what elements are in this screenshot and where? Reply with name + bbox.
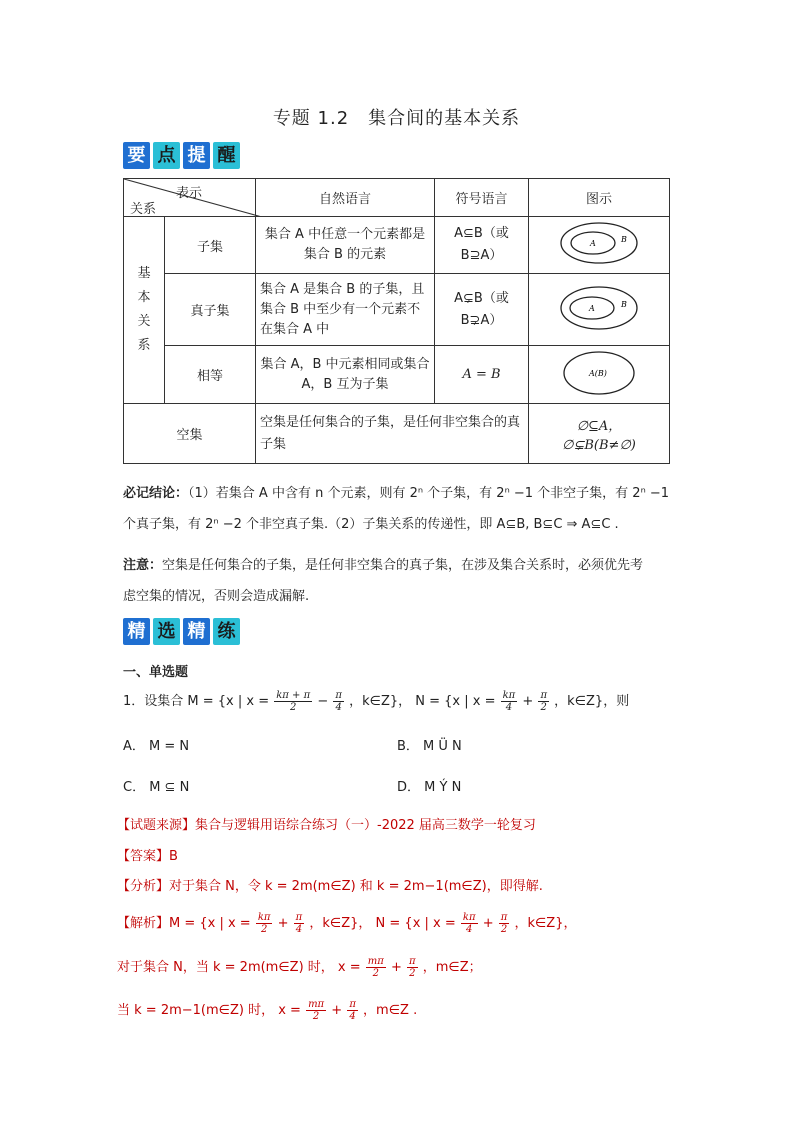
badge-char: 选 [153,618,180,645]
section-badge-key-points [123,142,240,169]
q-operator: + [522,694,534,709]
row-symbol: A = B [435,346,529,404]
note-paragraph [123,557,678,606]
sol-operator: + [277,916,289,931]
q-text: ，k∈Z}， N = {x | x = [349,694,496,709]
solution-line-1 [117,912,576,935]
fraction: $\frac{k\pi}{4}$ [462,912,476,935]
corner-bottom-label: 关系 [130,202,157,217]
fraction: $\frac{\pi}{2}$ [409,956,416,979]
note-line: 虑空集的情况，否则会造成漏解. [123,589,310,604]
row-natural: 集合 A 是集合 B 的子集，且集合 B 中至少有一个元素不在集合 A 中 [256,274,435,346]
venn-label-ab: A(B) [589,368,607,378]
header-natural: 自然语言 [256,179,435,217]
proper-subset-venn-diagram [559,285,639,331]
row-natural: 集合 A，B 中元素相同或集合 A，B 互为子集 [256,346,435,404]
note-label: 注意： [123,558,163,573]
q-text: 1．设集合 M = {x | x = [123,694,270,709]
fraction: $\frac{m\pi}{2}$ [367,956,384,979]
empty-set-name: 空集 [124,404,256,464]
badge-char: 要 [123,142,150,169]
conclusion-line: 个真子集，有 2ⁿ −2 个非空真子集.（2）子集关系的传递性，即 A⊆B, B⊆C ⇒ A⊆C . [123,517,619,532]
equal-sets-diagram [559,350,639,396]
venn-label-a: A [589,303,595,313]
corner-top-label: 表示 [176,186,203,201]
option-a: A． M = N [123,739,190,754]
empty-symbol-line: ∅⊆A， [576,418,622,434]
subset-venn-diagram [559,221,639,265]
question-source: 【试题来源】集合与逻辑用语综合练习（一）-2022 届高三数学一轮复习 [117,818,536,833]
fraction: $\frac{\pi}{4}$ [335,690,342,713]
row-diagram [529,274,670,346]
row-symbol: A⊆B（或B⊇A） [435,217,529,274]
fraction: $\frac{k\pi}{4}$ [502,690,516,713]
row-name: 真子集 [165,274,256,346]
note-line: 空集是任何集合的子集，是任何非空集合的真子集，在涉及集合关系时，必须优先考 [162,558,644,573]
venn-label-b: B [621,299,627,309]
relations-table [123,178,670,464]
fraction: $\frac{m\pi}{2}$ [308,999,325,1022]
q-operator: − [317,694,329,709]
fraction: $\frac{\pi}{4}$ [295,912,303,935]
sol-operator: + [482,916,494,931]
sol-text: ，k∈Z}， N = {x | x = [309,916,456,931]
option-c: C． M ⊆ N [123,780,190,795]
conclusion-label: 必记结论： [123,486,189,501]
sol-operator: + [331,1003,343,1018]
section-heading: 一、单选题 [123,665,189,680]
sol-text: 对于集合 N，当 k = 2m(m∈Z) 时， x = [117,960,361,975]
q-text: ，k∈Z}，则 [554,694,630,709]
row-diagram [529,346,670,404]
badge-char: 点 [153,142,180,169]
venn-label-b: B [621,235,627,244]
badge-char: 精 [123,618,150,645]
answer: 【答案】B [117,849,178,864]
badge-char: 提 [183,142,210,169]
sol-text: 当 k = 2m−1(m∈Z) 时， x = [117,1003,301,1018]
conclusion-line: （1）若集合 A 中含有 n 个元素，则有 2ⁿ 个子集，有 2ⁿ −1 个非空子集，有 2ⁿ −1 [188,486,670,501]
row-symbol: A⊊B（或B⊋A） [435,274,529,346]
conclusion-paragraph [123,485,678,534]
fraction: $\frac{\pi}{2}$ [540,690,548,713]
group-label: 基本关系 [124,217,165,404]
badge-char: 醒 [213,142,240,169]
badge-char: 精 [183,618,210,645]
sol-text: ，m∈Z . [363,1003,418,1018]
row-name: 子集 [165,217,256,274]
option-d: D． M Ý N [397,780,462,795]
empty-symbol-line: ∅⊊B(B≠∅) [562,437,636,453]
fraction: $\frac{\pi}{2}$ [500,912,508,935]
page-title: 专题 1.2 集合间的基本关系 [272,108,521,129]
row-natural: 集合 A 中任意一个元素都是集合 B 的元素 [256,217,435,274]
question-1 [123,690,629,713]
analysis: 【分析】对于集合 N，令 k = 2m(m∈Z) 和 k = 2m−1(m∈Z)，即得解. [117,879,543,894]
solution-line-3 [117,999,417,1022]
empty-set-natural: 空集是任何集合的子集，是任何非空集合的真子集 [256,404,529,464]
fraction: $\frac{k\pi}{2}$ [257,912,271,935]
fraction: $\frac{\pi}{4}$ [349,999,356,1022]
badge-char: 练 [213,618,240,645]
header-symbol: 符号语言 [435,179,529,217]
venn-label-a: A [590,239,596,248]
sol-text: 【解析】M = {x | x = [117,916,251,931]
solution-line-2 [117,956,482,979]
fraction: $\frac{k\pi + \pi}{2}$ [276,690,311,713]
row-diagram [529,217,670,274]
option-b: B． M Ü N [397,739,462,754]
row-name: 相等 [165,346,256,404]
sol-text: ，m∈Z； [422,960,482,975]
sol-text: ，k∈Z}， [514,916,577,931]
header-diagram: 图示 [529,179,670,217]
section-badge-practice [123,618,240,645]
corner-cell [124,179,256,217]
empty-set-symbol [529,404,670,464]
sol-operator: + [390,960,402,975]
